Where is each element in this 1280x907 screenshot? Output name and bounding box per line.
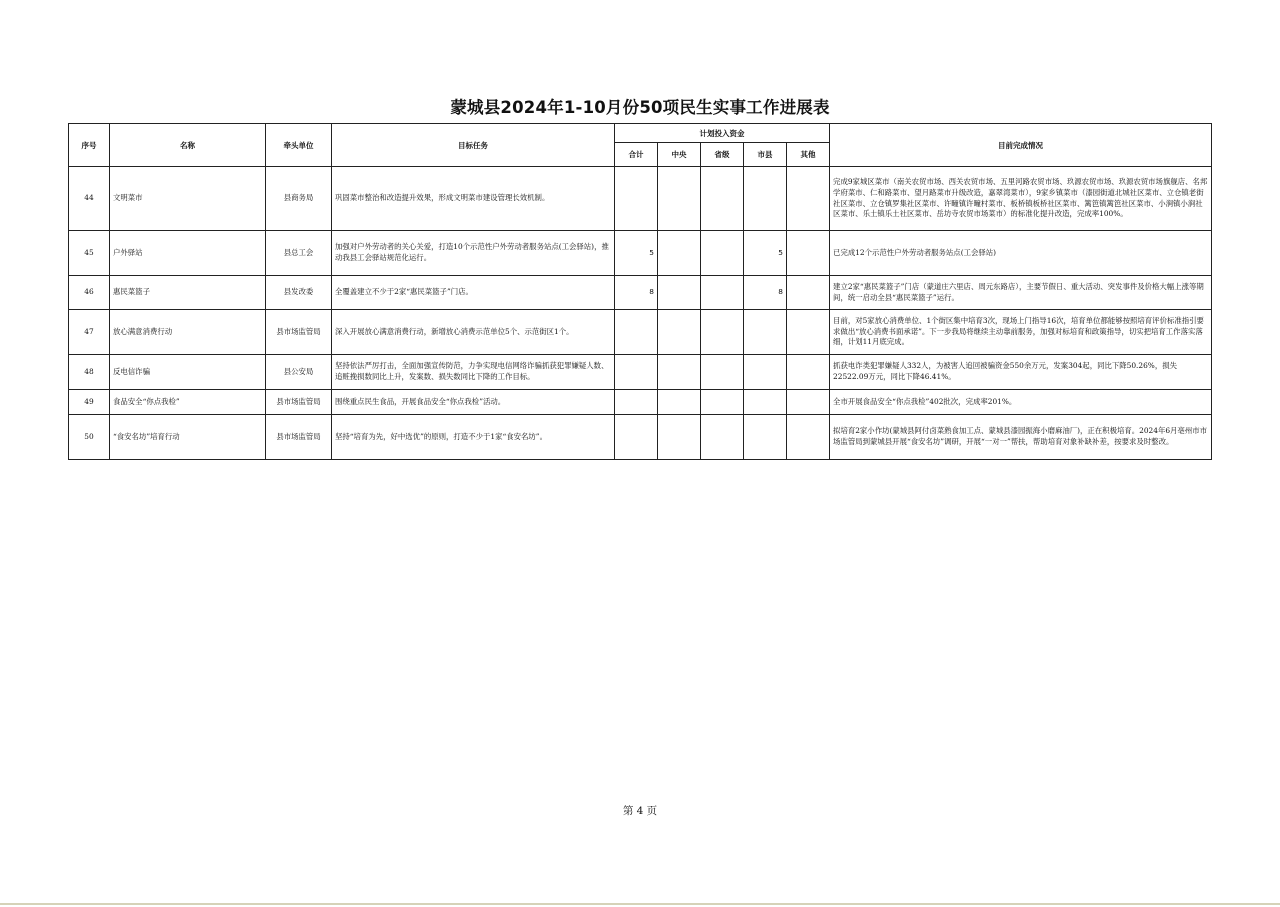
row-no: 45 [69,231,110,276]
row-no: 47 [69,310,110,355]
header-row-1 [69,124,1212,143]
row-target: 巩固菜市整治和改造提升效果，形成文明菜市建设管理长效机制。 [332,167,615,231]
row-total: 5 [615,231,658,276]
header-name: 名称 [110,124,266,167]
page-title: 蒙城县2024年1-10月份50项民生实事工作进展表 [450,98,830,117]
row-total [615,310,658,355]
row-city-county [744,167,787,231]
row-province [701,167,744,231]
row-name: 反电信诈骗 [110,355,266,390]
table-row [69,415,1212,460]
header-funding: 计划投入资金 [615,124,830,143]
row-total [615,355,658,390]
row-no: 46 [69,276,110,310]
header-target: 目标任务 [332,124,615,167]
bottom-edge-divider [0,903,1280,905]
row-target: 深入开展放心满意消费行动，新增放心消费示范单位5个、示范街区1个。 [332,310,615,355]
row-target: 围绕重点民生食品，开展食品安全“你点我检”活动。 [332,390,615,415]
header-total: 合计 [615,143,658,167]
row-other [787,390,830,415]
table-row [69,276,1212,310]
row-no: 49 [69,390,110,415]
row-name: 户外驿站 [110,231,266,276]
row-name: 文明菜市 [110,167,266,231]
row-target: 加强对户外劳动者的关心关爱，打造10个示范性户外劳动者服务站点(工会驿站)，推动我县工会驿站规范化运行。 [332,231,615,276]
row-name: 放心满意消费行动 [110,310,266,355]
row-city-county: 8 [744,276,787,310]
row-central [658,355,701,390]
header-lead-unit: 牵头单位 [266,124,332,167]
row-target: 全覆盖建立不少于2家“惠民菜篮子”门店。 [332,276,615,310]
row-city-county [744,390,787,415]
table-row [69,355,1212,390]
table-row [69,310,1212,355]
progress-table [68,123,1212,460]
row-target: 坚持“培育为先，好中选优”的原则，打造不少于1家“食安名坊”。 [332,415,615,460]
row-total [615,390,658,415]
row-central [658,390,701,415]
row-province [701,390,744,415]
row-status: 抓获电诈类犯罪嫌疑人332人，为被害人追回被骗资金550余万元，发案304起，同比下降50.26%，损失22522.09万元，同比下降46.41%。 [830,355,1212,390]
row-province [701,310,744,355]
row-other [787,231,830,276]
row-status: 目前，对5家放心消费单位、1个街区集中培育3次，现场上门指导16次，培育单位都能够按照培育评价标准指引要求做出“放心消费书面承诺”。下一步我局将继续主动靠前服务，加强对标培育和政策指导，切实把培育工作落实落细，计划11月底完成。 [830,310,1212,355]
row-total [615,167,658,231]
row-city-county [744,310,787,355]
row-province [701,231,744,276]
row-status: 拟培育2家小作坊(蒙城县阿付卤菜熟食加工点、蒙城县漆园振海小磨麻油厂)，正在积极培育。2024年6月亳州市市场监管局到蒙城县开展“食安名坊”调研，开展“一对一”帮扶，帮助培育对象补缺补差，按要求及时整改。 [830,415,1212,460]
row-status: 全市开展食品安全“你点我检”402批次，完成率201%。 [830,390,1212,415]
row-target: 坚持依法严厉打击，全面加强宣传防范，力争实现电信网络诈骗抓获犯罪嫌疑人数、追赃挽损数同比上升，发案数、损失数同比下降的工作目标。 [332,355,615,390]
row-no: 44 [69,167,110,231]
row-name: 食品安全“你点我检” [110,390,266,415]
row-lead-unit: 县公安局 [266,355,332,390]
row-total [615,415,658,460]
row-central [658,310,701,355]
row-city-county [744,355,787,390]
table-row [69,167,1212,231]
row-city-county [744,415,787,460]
row-lead-unit: 县总工会 [266,231,332,276]
row-status: 完成9家城区菜市（南关农贸市场、西关农贸市场、五里河路农贸市场、玖源农贸市场、玖源农贸市场旗舰店、名邦学府菜市、仁和路菜市、望月路菜市升级改造，嘉翠湾菜市），9家乡镇菜市（漆园街道北城社区菜市、立仓镇老街社区菜市、立仓镇罗集社区菜市、许疃镇许疃村菜市、板桥镇板桥社区菜市、篱笆镇篱笆社区菜市、小涧镇小涧社区菜市、乐土镇乐土社区菜市、岳坊寺农贸市场菜市）的标准化提升改造，完成率100%。 [830,167,1212,231]
row-no: 48 [69,355,110,390]
row-central [658,276,701,310]
row-lead-unit: 县商务局 [266,167,332,231]
row-no: 50 [69,415,110,460]
row-other [787,310,830,355]
row-total: 8 [615,276,658,310]
row-province [701,276,744,310]
row-central [658,167,701,231]
row-name: “食安名坊”培育行动 [110,415,266,460]
row-central [658,231,701,276]
page-number: 第 4 页 [622,805,658,817]
header-status: 目前完成情况 [830,124,1212,167]
row-other [787,415,830,460]
row-lead-unit: 县市场监管局 [266,310,332,355]
row-other [787,167,830,231]
row-lead-unit: 县发改委 [266,276,332,310]
row-other [787,276,830,310]
row-other [787,355,830,390]
header-province: 省级 [701,143,744,167]
row-name: 惠民菜篮子 [110,276,266,310]
row-central [658,415,701,460]
row-status: 建立2家“惠民菜篮子”门店（蒙道庄六里店、周元东路店），主要节假日、重大活动、突发事件及价格大幅上涨等期间，统一启动全县“惠民菜篮子”运行。 [830,276,1212,310]
row-province [701,415,744,460]
header-no: 序号 [69,124,110,167]
header-central: 中央 [658,143,701,167]
row-lead-unit: 县市场监管局 [266,390,332,415]
row-city-county: 5 [744,231,787,276]
table-row [69,390,1212,415]
table-row [69,231,1212,276]
row-province [701,355,744,390]
row-lead-unit: 县市场监管局 [266,415,332,460]
row-status: 已完成12个示范性户外劳动者服务站点(工会驿站) [830,231,1212,276]
header-city-county: 市县 [744,143,787,167]
header-other: 其他 [787,143,830,167]
